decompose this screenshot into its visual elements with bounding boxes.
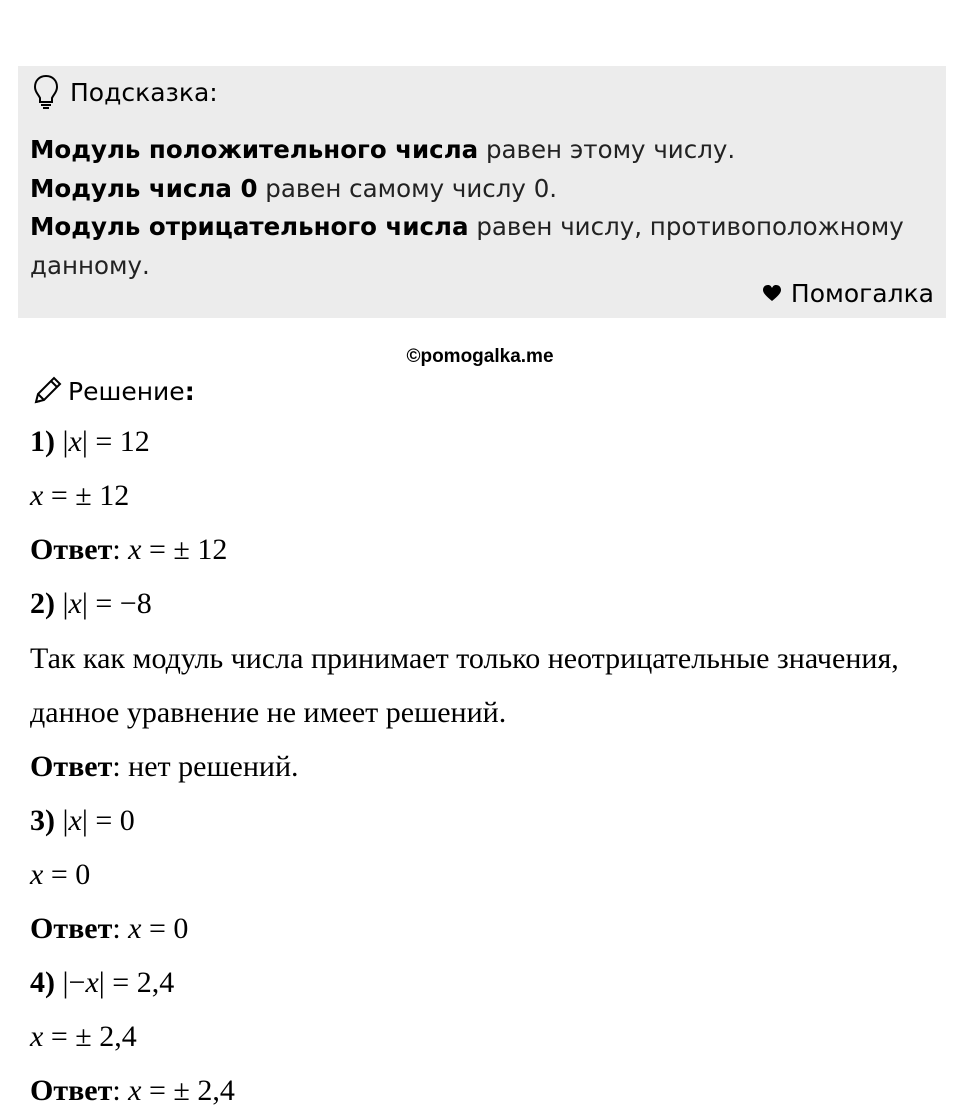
step-equation: 2) |x| = −8 <box>30 587 152 620</box>
step-equation: 4) |−x| = 2,4 <box>30 966 175 999</box>
hint-box <box>18 66 946 318</box>
step-text: данное уравнение не имеет решений. <box>30 696 507 729</box>
brand-label <box>763 279 934 308</box>
hint-line: данному. <box>30 250 150 280</box>
hint-header <box>32 74 218 110</box>
solution-header <box>30 372 195 410</box>
hint-body <box>30 131 930 285</box>
solution-title: Решение: <box>68 376 195 406</box>
hint-line: Модуль числа 0 равен самому числу 0. <box>30 173 558 203</box>
step-solution: x = ± 12 <box>30 479 130 512</box>
step-text: Так как модуль числа принимает только неотрицательные значения, <box>30 642 899 675</box>
lightbulb-icon <box>32 74 60 110</box>
step-solution: x = ± 2,4 <box>30 1020 137 1053</box>
brand-text: Помогалка <box>790 279 934 308</box>
heart-icon <box>763 285 781 302</box>
step-answer: Ответ: x = 0 <box>30 912 189 945</box>
step-equation: 1) |x| = 12 <box>30 425 150 458</box>
hint-line: Модуль отрицательного числа равен числу, противоположному <box>30 212 904 241</box>
step-solution: x = 0 <box>30 858 91 891</box>
step-answer: Ответ: x = ± 2,4 <box>30 1074 235 1107</box>
hint-title: Подсказка: <box>70 77 218 107</box>
step-answer: Ответ: x = ± 12 <box>30 533 228 566</box>
copyright: ©pomogalka.me <box>406 346 554 367</box>
pencil-icon <box>30 374 64 408</box>
step-answer: Ответ: нет решений. <box>30 750 299 783</box>
step-equation: 3) |x| = 0 <box>30 804 135 837</box>
hint-line: Модуль положительного числа равен этому числу. <box>30 135 736 164</box>
